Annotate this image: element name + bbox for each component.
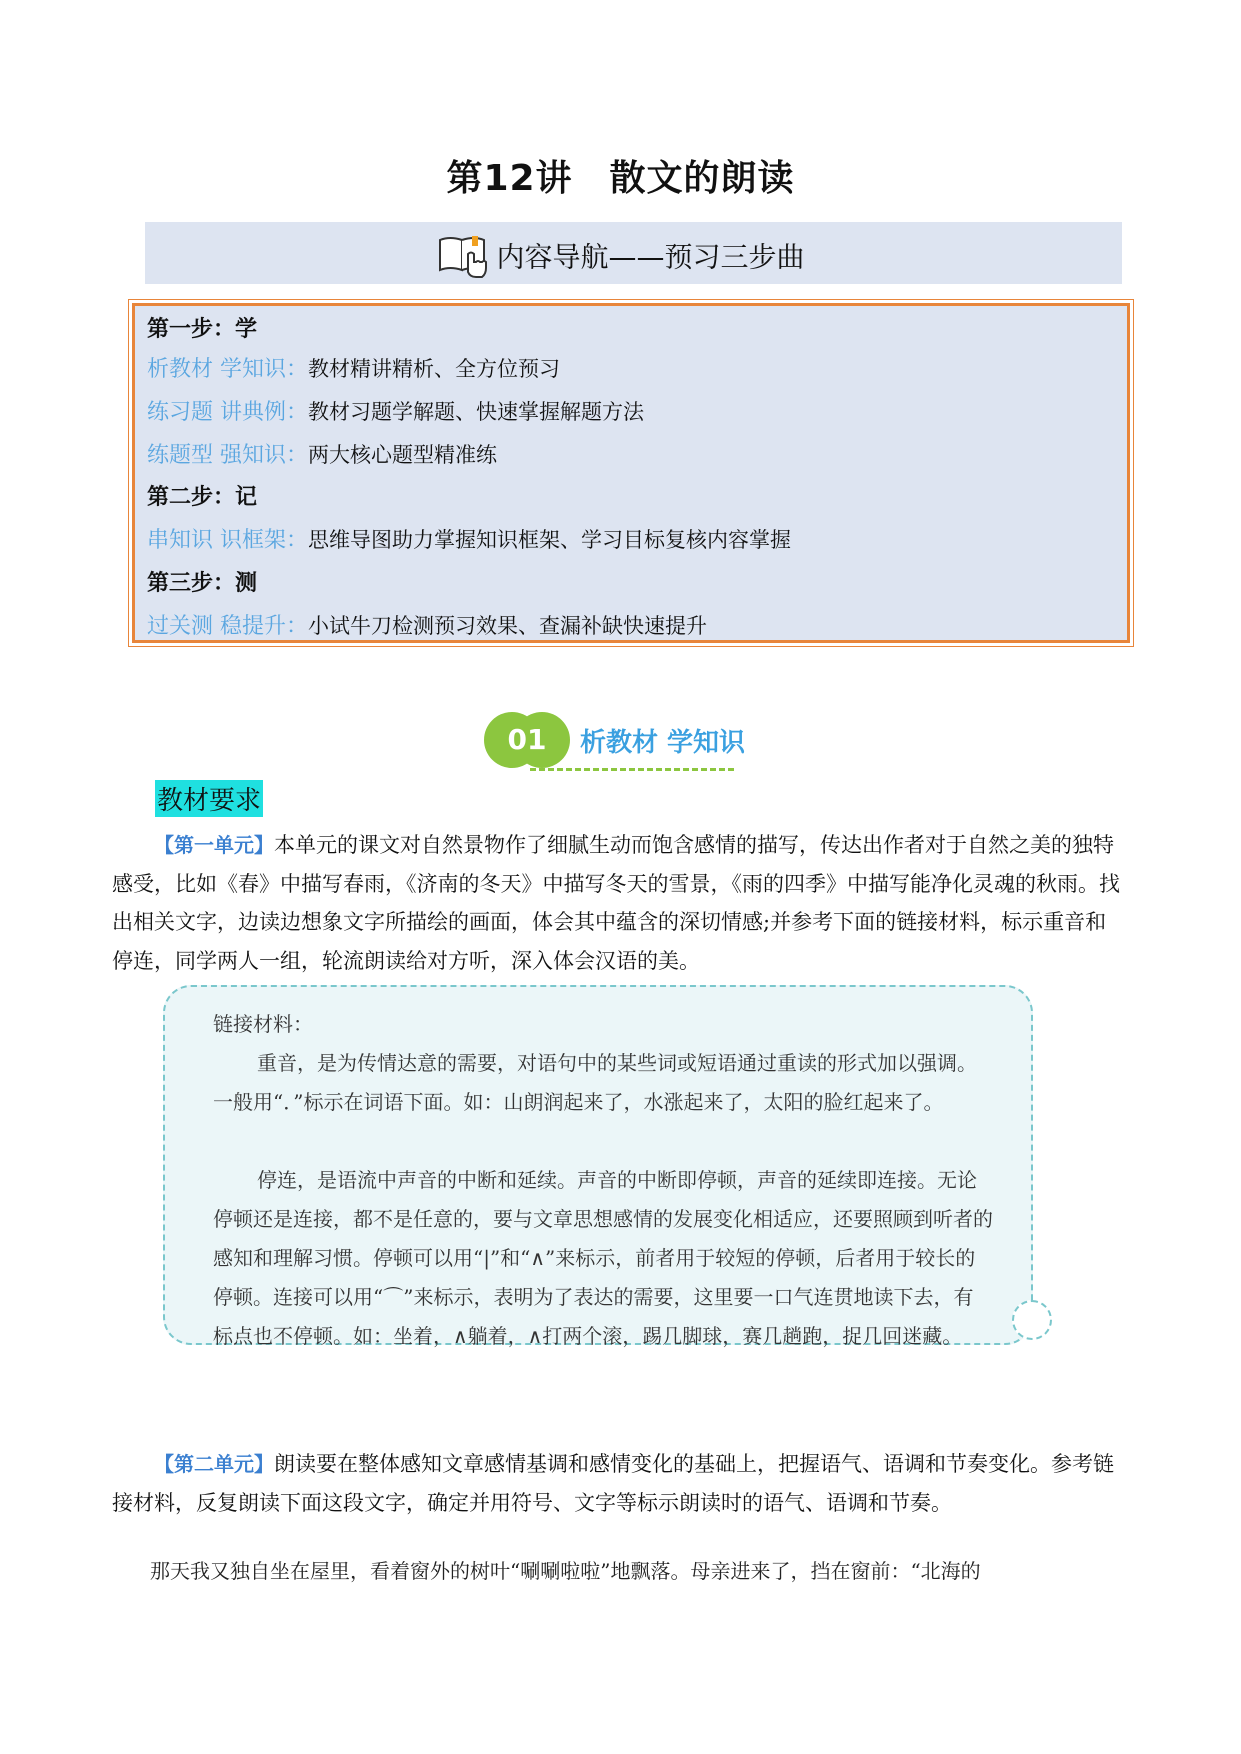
link-paragraph-stress bbox=[213, 1044, 993, 1122]
book-hand-icon bbox=[436, 232, 490, 285]
step-item-label: 串知识 识框架： bbox=[147, 528, 308, 553]
steps-box bbox=[132, 303, 1130, 643]
link-paragraph-pause bbox=[213, 1161, 993, 1356]
step-item-desc: 小试牛刀检测预习效果、查漏补缺快速提升 bbox=[308, 614, 707, 638]
nav-title: 内容导航——预习三步曲 bbox=[496, 240, 805, 274]
unit1-text: 本单元的课文对自然景物作了细腻生动而饱含感情的描写，传达出作者对于自然之美的独特感受，比如《春》中描写春雨，《济南的冬天》中描写冬天的雪景，《雨的四季》中描写能净化灵魂的秋雨。找出相关文字，边读边想象文字所描绘的画面，体会其中蕴含的深切情感;并参考下面的链接材料，标示重音和停连，同学两人一组，轮流朗读给对方听，深入体会汉语的美。 bbox=[112, 833, 1120, 973]
excerpt-line: 那天我又独自坐在屋里，看着窗外的树叶“唰唰啦啦”地飘落。母亲进来了，挡在窗前：“北海的 bbox=[150, 1559, 981, 1583]
step-item-desc: 两大核心题型精准练 bbox=[308, 443, 497, 467]
step1-heading: 第一步：学 bbox=[147, 317, 258, 342]
unit2-text: 朗读要在整体感知文章感情基调和感情变化的基础上，把握语气、语调和节奏变化。参考链接材料，反复朗读下面这段文字，确定并用符号、文字等标示朗读时的语气、语调和节奏。 bbox=[112, 1452, 1114, 1515]
link-p1-text: 重音，是为传情达意的需要，对语句中的某些词或短语通过重读的形式加以强调。一般用“．”标示在词语下面。如：山朗润起来了，水涨起来了，太阳的脸红起来了。 bbox=[213, 1051, 977, 1114]
link-box-corner-notch bbox=[1012, 1300, 1052, 1340]
unit2-tag: 【第二单元】 bbox=[154, 1452, 274, 1476]
section-label: 析教材 学知识 bbox=[580, 728, 746, 758]
step-item bbox=[147, 438, 497, 469]
step-item-label: 练题型 强知识： bbox=[147, 443, 308, 468]
step-item bbox=[147, 609, 707, 640]
link-p2-text: 停连，是语流中声音的中断和延续。声音的中断即停顿，声音的延续即连接。无论停顿还是连接，都不是任意的，要与文章思想感情的发展变化相适应，还要照顾到听者的感知和理解习惯。停顿可以用“|”和“∧”来标示，前者用于较短的停顿，后者用于较长的停顿。连接可以用“⌒”来标示，表明为了表达的需要，这里要一口气连贯地读下去，有标点也不停顿。如：坐着，∧躺着，∧打两个滚，踢几脚球，赛几趟跑，捉几回迷藏。 bbox=[213, 1168, 993, 1348]
step-item bbox=[147, 352, 560, 383]
step2-heading: 第二步：记 bbox=[147, 485, 258, 510]
step-item-label: 析教材 学知识： bbox=[147, 357, 308, 382]
step-item bbox=[147, 395, 644, 426]
nav-title-row bbox=[0, 232, 1241, 285]
unit1-tag: 【第一单元】 bbox=[154, 833, 274, 857]
step-item-desc: 教材精讲精析、全方位预习 bbox=[308, 357, 560, 381]
step-item-desc: 教材习题学解题、快速掌握解题方法 bbox=[308, 400, 644, 424]
unit1-paragraph bbox=[112, 826, 1122, 980]
section-badge bbox=[484, 712, 764, 772]
section-underline bbox=[530, 768, 734, 771]
step-item bbox=[147, 523, 791, 554]
step3-heading: 第三步：测 bbox=[147, 571, 258, 596]
link-heading: 链接材料： bbox=[213, 1012, 313, 1036]
page-title: 第12讲 散文的朗读 bbox=[446, 158, 795, 199]
unit2-paragraph bbox=[112, 1445, 1122, 1522]
step-item-desc: 思维导图助力掌握知识框架、学习目标复核内容掌握 bbox=[308, 528, 791, 552]
section-number: 01 bbox=[507, 723, 547, 756]
requirement-heading: 教材要求 bbox=[155, 780, 263, 817]
step-item-label: 练习题 讲典例： bbox=[147, 400, 308, 425]
step-item-label: 过关测 稳提升： bbox=[147, 614, 308, 639]
